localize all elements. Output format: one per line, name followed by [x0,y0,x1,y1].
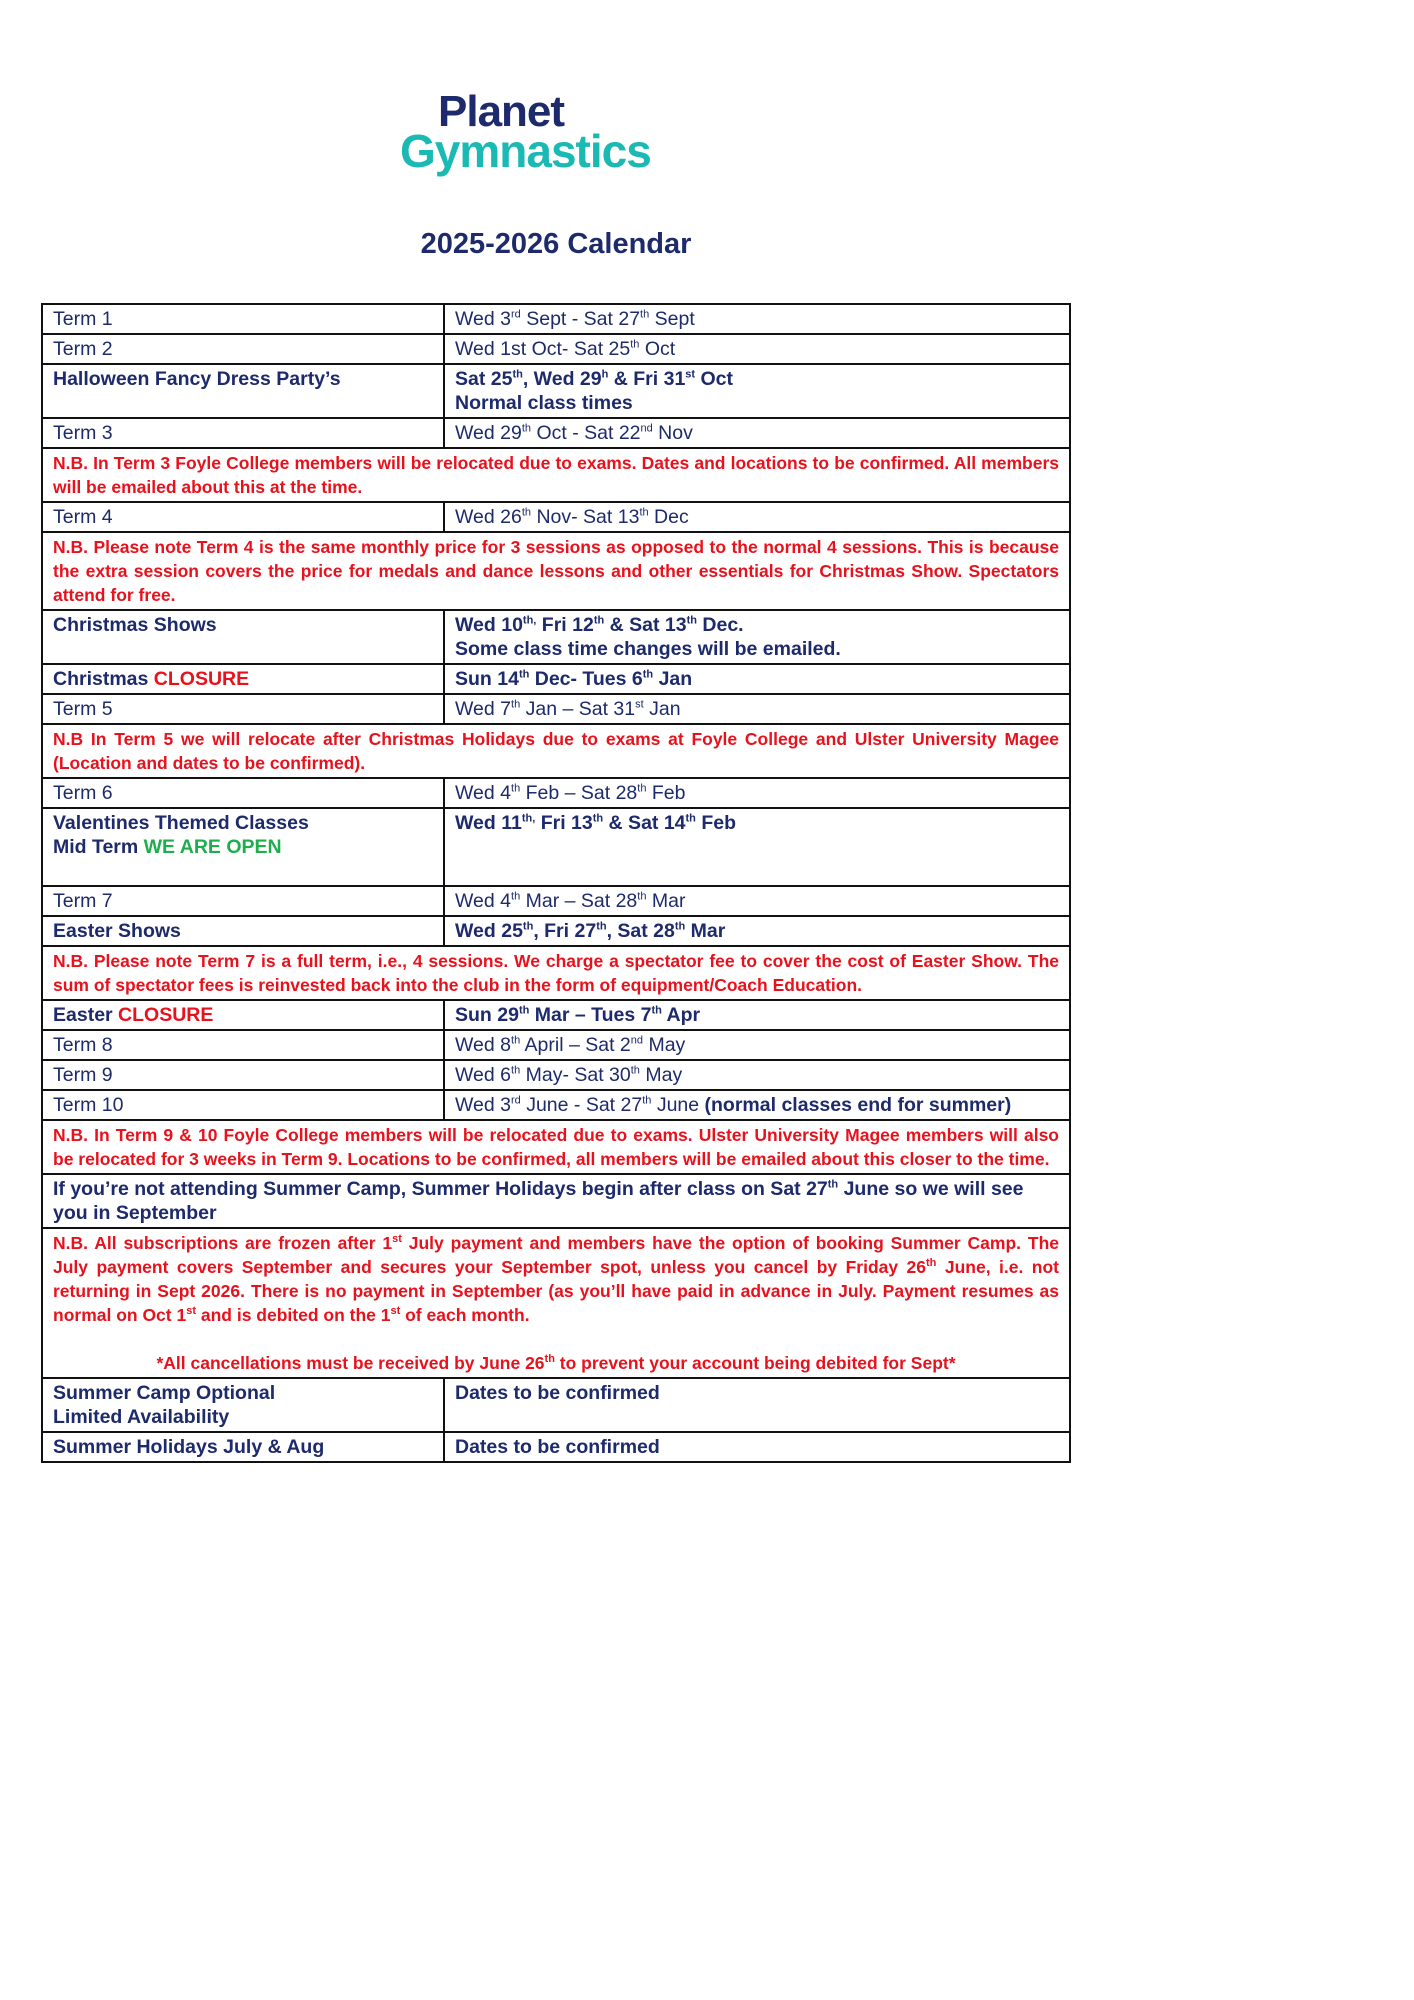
note-term5: N.B In Term 5 we will relocate after Christmas Holidays due to exams at Foyle College and Ulster University Magee (Location and dates to be confirmed). [42,724,1070,778]
event-label: Christmas CLOSURE [42,664,444,694]
table-row [42,1228,1070,1378]
table-row [42,334,1070,364]
event-dates: Wed $11^{th,}$ Fri 13th & Sat 14th Feb [444,808,1070,886]
event-label: Valentines Themed Classes Mid Term WE ARE OPEN [42,808,444,886]
closure-flag: CLOSURE [118,1004,214,1026]
term-dates: Wed 3rd June - Sat 27th June (normal classes end for summer) [444,1090,1070,1120]
term-dates: Wed 4th Feb – Sat 28th Feb [444,778,1070,808]
table-row [42,1060,1070,1090]
event-dates: Sun 14th Dec- Tues 6th Jan [444,664,1070,694]
table-row [42,664,1070,694]
table-row [42,1432,1070,1462]
table-row [42,532,1070,610]
table-row [42,418,1070,448]
event-dates: Wed $10^{th,}$ Fri 12th & Sat 13th Dec. Some class time changes will be emailed. [444,610,1070,664]
event-dates: Dates to be confirmed [444,1432,1070,1462]
note-term9-10: N.B. In Term 9 & 10 Foyle College members will be relocated due to exams. Ulster University Magee members will also be relocated for 3 weeks in Term 9. Locations to be confirmed, all members will be emailed about this closer to the time. [42,1120,1070,1174]
table-row [42,448,1070,502]
planet-gymnastics-logo [398,86,708,186]
term-dates: Wed 8th April – Sat 2nd May [444,1030,1070,1060]
term-label: Term 9 [42,1060,444,1090]
table-row [42,694,1070,724]
term-dates: Wed 26th Nov- Sat 13th Dec [444,502,1070,532]
term-label: Term 3 [42,418,444,448]
cancellation-notice: *All cancellations must be received by June 26th to prevent your account being debited for Sept* [156,1353,956,1373]
event-dates: Sun 29th Mar – Tues 7th Apr [444,1000,1070,1030]
table-row [42,946,1070,1000]
table-row [42,304,1070,334]
term-dates: Wed 4th Mar – Sat 28th Mar [444,886,1070,916]
logo-line-2: Gymnastics [400,125,651,177]
term-label: Term 7 [42,886,444,916]
closure-flag: CLOSURE [153,668,250,690]
table-row [42,1090,1070,1120]
table-row [42,1174,1070,1228]
note-term3: N.B. In Term 3 Foyle College members will be relocated due to exams. Dates and locations to be confirmed. All members will be emailed about this at the time. [42,448,1070,502]
table-row [42,1120,1070,1174]
page-title: 2025-2026 Calendar [420,228,692,260]
term-dates: Wed 29th Oct - Sat 22nd Nov [444,418,1070,448]
term-label: Term 4 [42,502,444,532]
event-label: Summer Camp Optional Limited Availability [42,1378,444,1432]
table-row [42,808,1070,886]
table-row [42,1000,1070,1030]
term-dates: Wed 6th May- Sat 30th May [444,1060,1070,1090]
term-label: Term 8 [42,1030,444,1060]
table-row [42,610,1070,664]
event-label: Halloween Fancy Dress Party’s [42,364,444,418]
table-row [42,502,1070,532]
term-label: Term 10 [42,1090,444,1120]
table-row [42,724,1070,778]
note-term4: N.B. Please note Term 4 is the same monthly price for 3 sessions as opposed to the normal 4 sessions. This is because the extra session covers the price for medals and dance lessons and other essentials for Christmas Show. Spectators attend for free. [42,532,1070,610]
table-row [42,364,1070,418]
term-dates: Wed 7th Jan – Sat 31st Jan [444,694,1070,724]
table-row [42,886,1070,916]
event-dates: Wed 25th, Fri 27th, Sat 28th Mar [444,916,1070,946]
event-dates: Sat 25th, Wed 29$^h$ & Fri 31st Oct Normal class times [444,364,1070,418]
summer-notice: If you’re not attending Summer Camp, Summer Holidays begin after class on Sat 27th June so we will see you in September [42,1174,1070,1228]
event-label: Easter CLOSURE [42,1000,444,1030]
note-subscriptions: N.B. All subscriptions are frozen after 1st July payment and members have the option of booking Summer Camp. The July payment covers September and secures your September spot, unless you cancel by Friday 26th June, i.e. not returning in Sept 2026. There is no payment in September (as you’ll have paid in advance in July. Payment resumes as normal on Oct 1st and is debited on the 1st of each month. *All cancellations must be received by June 26th to prevent your account being debited for Sept* [42,1228,1070,1378]
table-row [42,1030,1070,1060]
term-label: Term 5 [42,694,444,724]
event-label: Summer Holidays July & Aug [42,1432,444,1462]
table-row [42,1378,1070,1432]
term-label: Term 2 [42,334,444,364]
table-row [42,778,1070,808]
calendar-table [41,303,1071,1463]
term-label: Term 6 [42,778,444,808]
open-flag: WE ARE OPEN [143,836,282,858]
note-term7: N.B. Please note Term 7 is a full term, i.e., 4 sessions. We charge a spectator fee to cover the cost of Easter Show. The sum of spectator fees is reinvested back into the club in the form of equipment/Coach Education. [42,946,1070,1000]
event-label: Easter Shows [42,916,444,946]
term-dates: Wed 3rd Sept - Sat 27th Sept [444,304,1070,334]
term-dates: Wed 1st Oct- Sat 25th Oct [444,334,1070,364]
table-row [42,916,1070,946]
event-label: Christmas Shows [42,610,444,664]
event-dates: Dates to be confirmed [444,1378,1070,1432]
term-label: Term 1 [42,304,444,334]
logo-line-1: Planet [438,87,565,136]
